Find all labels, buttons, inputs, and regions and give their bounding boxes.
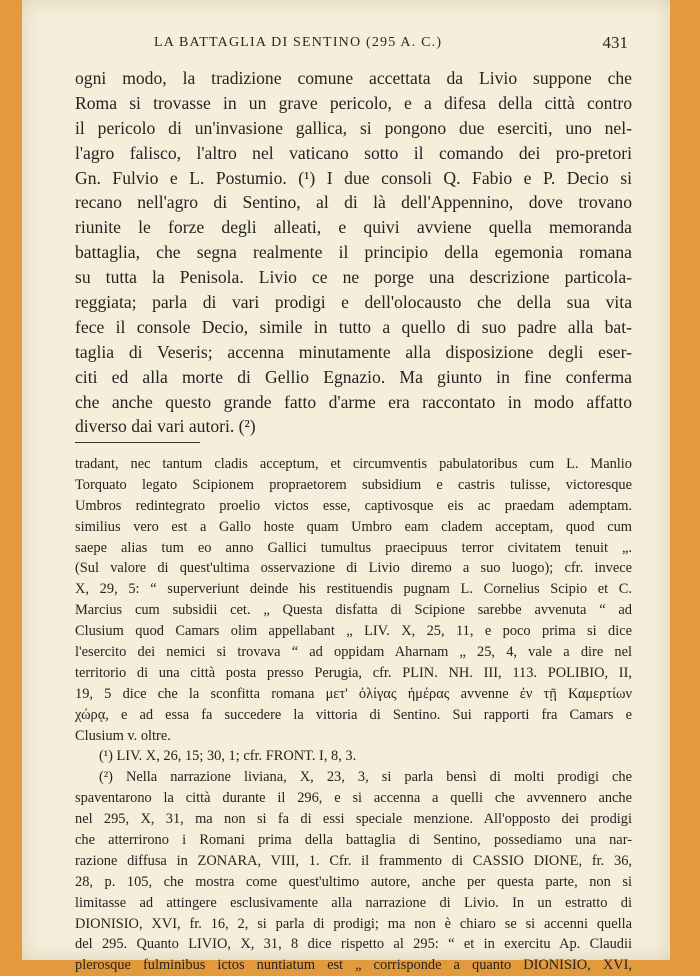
text-line: reggiata; parla di vari prodigi e dell'olocausto che della sua vita (75, 292, 632, 313)
footnotes (75, 454, 632, 976)
footnote-line: X, 29, 5: “ superveriunt deinde his restituendis pugnam L. Cornelius Scipio et C. (75, 581, 632, 598)
footnote-line: razione diffusa in ZONARA, VIII, 1. Cfr. il frammento di CASSIO DIONE, fr. 36, (75, 852, 632, 869)
footnote-line: limitasse ad attingere esclusivamente alla narrazione di Livio. In un estratto di (75, 894, 632, 911)
main-text (75, 66, 632, 439)
footnote-line: Torquato legato Scipionem propraetorem subsidium e castris tulisse, victoresque (75, 476, 632, 493)
text-line: l'agro falisco, l'altro nel vaticano sotto il comando dei pro-pretori (75, 142, 632, 163)
text-line: ogni modo, la tradizione comune accettata da Livio suppone che (75, 68, 632, 88)
text-line: riunite le forze degli alleati, e quivi avviene quella memoranda (75, 217, 632, 238)
footnote-line: similius vero est a Gallo hoste quam Umbro eam cladem acceptam, quod cum (75, 518, 632, 535)
footnote-line: nel 295, X, 31, ma non si fa di essi speciale menzione. All'opposto dei prodigi (75, 811, 632, 828)
footnote-line: Umbros redintegrato proelio victos esse, captivosque eis ac praedam ademptam. (75, 497, 632, 514)
footnote-line: DIONISIO, XVI, fr. 16, 2, si parla di prodigi; ma non è chiaro se si accenni quella (75, 915, 632, 932)
footnote-line: tradant, nec tantum cladis acceptum, et circumventis pabulatoribus cum L. Manlio (75, 456, 632, 472)
footnote-line: del 295. Quanto LIVIO, X, 31, 8 dice rispetto al 295: “ et in exercitu Ap. Claudii (75, 936, 632, 953)
footnote-line: plerosque fulminibus ictos nuntiatum est „ corrisponde a quanto DIONISIO, XVI, (75, 957, 632, 974)
footnote-line: saepe alias tum eo anno Gallici tumultus praecipuus terror civitatem tenuit „. (75, 539, 632, 556)
page-header (22, 35, 670, 57)
text-line: citi ed alla morte di Gellio Egnazio. Ma giunto in fine conferma (75, 366, 632, 387)
footnote-line: (²) Nella narrazione liviana, X, 23, 3, si parla bensì di molti prodigi che (99, 769, 632, 786)
running-title: LA BATTAGLIA DI SENTINO (295 A. C.) (154, 35, 443, 50)
footnote-line: territorio di una città posta presso Perugia, cfr. PLIN. NH. III, 113. POLIBIO, II, (75, 664, 632, 681)
text-line: taglia di Veseris; accenna minutamente alla disposizione degli eser- (75, 341, 632, 362)
text-line: fece il console Decio, simile in tutto a quello di suo padre alla bat- (75, 316, 632, 337)
page-number: 431 (602, 33, 628, 52)
footnote-line: (¹) LIV. X, 26, 15; 30, 1; cfr. FRONT. I, 8, 3. (99, 748, 357, 765)
text-line: Gn. Fulvio e L. Postumio. (¹) I due consoli Q. Fabio e P. Decio si (75, 167, 632, 188)
book-page (22, 0, 670, 974)
footnote-separator (75, 442, 200, 443)
footnote-line: che atterrirono i Romani prima della battaglia di Sentino, possediamo una nar- (75, 832, 632, 849)
footnote-line: Clusium quod Camars olim appellabant „ LIV. X, 25, 11, e poco prima si dice (75, 623, 632, 640)
text-line: Roma si trovasse in un grave pericolo, e a difesa della città contro (75, 92, 632, 113)
footnote-line: 28, p. 105, che mostra come quest'ultimo autore, anche per questa parte, non si (75, 873, 632, 890)
text-line: battaglia, che segna realmente il principio della egemonia romana (75, 242, 632, 263)
footnote-line: l'esercito dei nemici si trovava “ ad oppidam Aharnam „ 25, 4, vale a dire nel (75, 644, 632, 661)
footnote-line: (Sul valore di quest'ultima osservazione di Livio diremo a suo luogo); cfr. invece (75, 560, 632, 577)
footnote-line: Marcius cum subsidii cet. „ Questa disfatta di Scipione sarebbe avvenuta “ ad (75, 602, 632, 619)
text-line: diverso dai vari autori. (²) (75, 416, 256, 437)
footnote-line: Clusium v. oltre. (75, 727, 171, 744)
footnote-line: χώρᾳ, e ad essa fa succedere la vittoria di Sentino. Sui rapporti fra Camars e (75, 706, 632, 723)
footnote-line: spaventarono la città durante il 296, e si accenna a quelli che avvennero anche (75, 790, 632, 807)
footnote-line: 19, 5 dice che la sconfitta romana μετ' ὀλίγας ἡμέρας avvenne ἐν τῇ Καμερτίων (75, 685, 632, 702)
text-line: che anche questo grande fatto d'arme era raccontato in modo affatto (75, 391, 632, 412)
text-line: il pericolo di un'invasione gallica, si pongono due eserciti, uno nel- (75, 117, 632, 138)
text-line: su tutta la Penisola. Livio ce ne porge una descrizione particola- (75, 267, 632, 288)
text-line: recano nell'agro di Sentino, al di là dell'Appennino, dove trovano (75, 192, 632, 213)
